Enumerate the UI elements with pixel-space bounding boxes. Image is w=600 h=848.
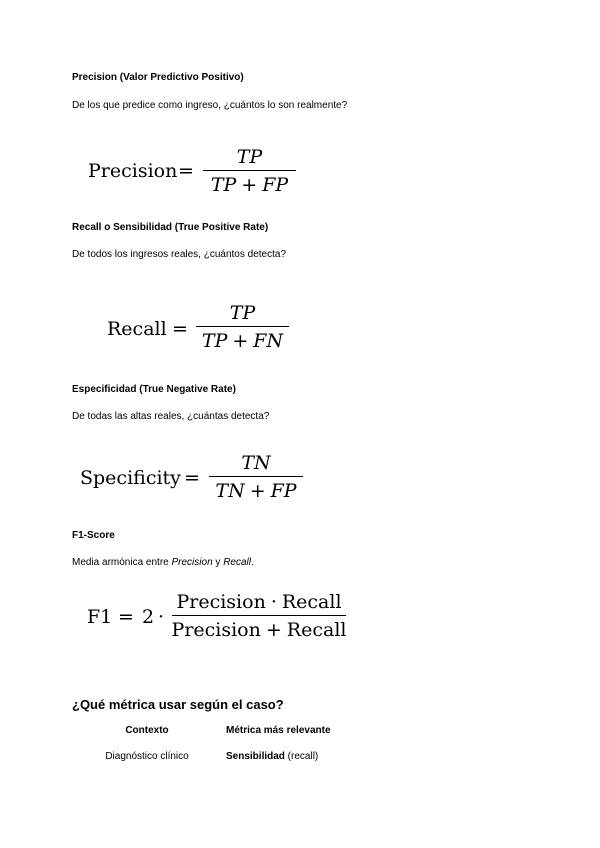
f1-description: Media armónica entre Precision y Recall. [72, 557, 254, 568]
formula-denominator: TN + FP [215, 480, 297, 502]
fraction-bar [172, 615, 346, 616]
formula-numerator: TP [229, 302, 256, 324]
metric-table [72, 722, 446, 774]
formula-denominator: TP + FN [201, 330, 284, 352]
table-cell-metric: Sensibilidad (recall) [226, 750, 319, 762]
recall-term: Recall [223, 557, 251, 568]
formula-denominator: Precision + Recall [171, 619, 347, 641]
section-title: ¿Qué métrica usar según el caso? [72, 697, 284, 712]
table-header-row [72, 722, 446, 738]
formula-lhs: F1 [87, 606, 113, 628]
column-header-metric: Métrica más relevante [226, 724, 331, 736]
formula-equals: = [172, 318, 188, 340]
column-header-context: Contexto [125, 724, 169, 736]
formula-factor: 2 [142, 606, 155, 628]
formula-numerator: TN [241, 452, 271, 474]
formula-fraction [172, 591, 346, 641]
formula-dot: · [158, 606, 165, 628]
formula-fraction [203, 146, 296, 196]
fraction-bar [203, 170, 296, 171]
precision-description: De los que predice como ingreso, ¿cuántos lo son realmente? [72, 100, 348, 111]
formula-equals: = [118, 606, 134, 628]
formula-fraction [196, 302, 289, 352]
formula-lhs: Precision [88, 160, 178, 182]
specificity-heading: Especificidad (True Negative Rate) [72, 384, 236, 395]
f1-heading: F1-Score [72, 530, 115, 541]
formula-denominator: TP + FP [210, 174, 289, 196]
formula-equals: = [178, 160, 194, 182]
formula-numerator: TP [236, 146, 263, 168]
formula-numerator: Precision · Recall [176, 591, 342, 613]
precision-term: Precision [171, 557, 213, 568]
recall-heading: Recall o Sensibilidad (True Positive Rate) [72, 222, 269, 233]
table-cell-context: Diagnóstico clínico [105, 750, 189, 762]
formula-lhs: Recall [107, 318, 167, 340]
formula-equals: = [184, 467, 200, 489]
table-row [72, 738, 446, 774]
specificity-description: De todas las altas reales, ¿cuántas detecta? [72, 411, 270, 422]
formula-fraction [209, 452, 303, 502]
formula-lhs: Specificity [80, 467, 181, 489]
recall-description: De todos los ingresos reales, ¿cuántos detecta? [72, 249, 287, 260]
fraction-bar [209, 476, 303, 477]
fraction-bar [196, 326, 289, 327]
precision-heading: Precision (Valor Predictivo Positivo) [72, 72, 244, 83]
